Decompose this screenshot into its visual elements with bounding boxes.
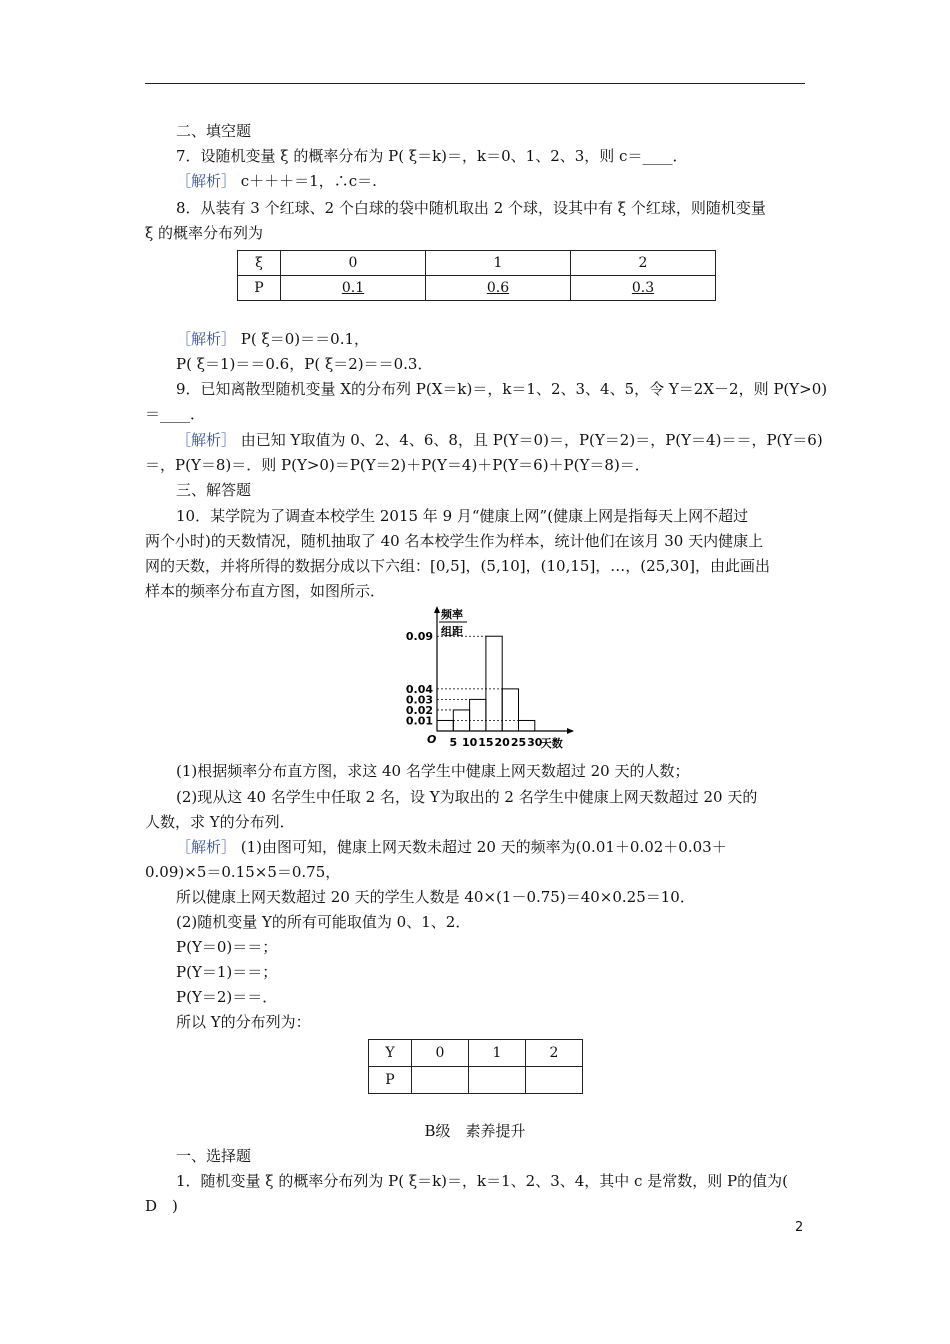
section-title: 一、选择题 <box>176 1147 252 1165</box>
histogram-bar <box>519 720 535 731</box>
page-number: 2 <box>795 1220 804 1235</box>
solution-tag: ［解析］ <box>176 330 237 348</box>
solution-tag: ［解析］ <box>176 838 237 856</box>
solution-9-line2: ＝，P(Y＝8)＝．则 P(Y>0)＝P(Y＝2)＋P(Y＝4)＋P(Y＝6)＋P(Y＝8)＝． <box>145 456 650 474</box>
solution-tag: ［解析］ <box>176 431 237 449</box>
distribution-table-y: Y 0 1 2 P <box>368 1039 583 1094</box>
solution-10-line6: P(Y＝1)＝＝； <box>176 963 278 981</box>
question-10-part2-line1: (2)现从这 40 名学生中任取 2 名，设 Y为取出的 2 名学生中健康上网天数超过 20 天的 <box>176 788 758 806</box>
solution-10-line3: 所以健康上网天数超过 20 天的学生人数是 40×(1－0.75)＝40×0.25＝10． <box>176 888 695 906</box>
section-title: 二、填空题 <box>176 122 252 140</box>
solution-10-line2: 0.09)×5＝0.15×5＝0.75， <box>145 863 341 881</box>
question-9-line1: 9．已知离散型随机变量 X的分布列 P(X＝k)＝，k＝1、2、3、4、5，令 Y＝2X－2，则 P(Y>0) <box>176 380 828 398</box>
x-tick-label: 5 <box>449 736 458 749</box>
question-b1-line1: 1．随机变量 ξ 的概率分布列为 P( ξ＝k)＝，k＝1、2、3、4，其中 c 是常数，则 P的值为( <box>176 1172 788 1190</box>
histogram-bar <box>470 699 486 731</box>
question-10-line3: 网的天数，并将所得的数据分成以下六组：[0,5]，(5,10]，(10,15]，…，(25,30]，由此画出 <box>145 557 770 575</box>
solution-7: ［解析］ c＋＋＋＝1，∴c＝. <box>176 172 377 190</box>
y-label-denominator: 组距 <box>441 625 463 638</box>
question-9-line2: ＝____． <box>145 405 206 423</box>
y-axis-arrow <box>434 606 440 613</box>
x-axis-arrow <box>567 728 574 734</box>
question-10-line4: 样本的频率分布直方图，如图所示． <box>145 582 386 600</box>
x-tick-label: 20 <box>494 736 510 749</box>
section-title: 三、解答题 <box>176 481 252 499</box>
x-tick-label: 30 <box>527 736 543 749</box>
solution-10-line8: 所以 Y的分布列为： <box>176 1013 311 1031</box>
question-b1-line2: D ) <box>145 1197 178 1215</box>
y-tick-label: 0.09 <box>405 630 433 644</box>
distribution-table-xi: ξ 0 1 2 P 0.1 0.6 0.3 <box>237 250 716 301</box>
solution-10-line5: P(Y＝0)＝＝； <box>176 938 278 956</box>
question-7: 7．设随机变量 ξ 的概率分布为 P( ξ＝k)＝，k＝0、1、2、3，则 c＝____． <box>176 147 688 165</box>
question-10-line2: 两个小时)的天数情况，随机抽取了 40 名本校学生作为样本，统计他们在该月 30 天内健康上 <box>145 532 764 550</box>
solution-9-line1: ［解析］ 由已知 Y取值为 0、2、4、6、8，且 P(Y＝0)＝，P(Y＝2)＝，P(Y＝4)＝＝，P(Y＝6) <box>176 431 823 449</box>
histogram-bar <box>502 689 518 731</box>
x-tick-label: 25 <box>510 736 527 749</box>
x-tick-label: 15 <box>478 736 494 749</box>
y-tick-label: 0.03 <box>405 693 433 707</box>
header-rule <box>145 83 805 84</box>
question-10-part1: (1)根据频率分布直方图，求这 40 名学生中健康上网天数超过 20 天的人数； <box>176 762 690 780</box>
question-8-line2: ξ 的概率分布列为 <box>145 224 264 242</box>
solution-10-line7: P(Y＝2)＝＝． <box>176 988 278 1006</box>
histogram-bar <box>486 636 502 731</box>
solution-8-line2: P( ξ＝1)＝＝0.6，P( ξ＝2)＝＝0.3． <box>176 355 433 373</box>
question-10-part2-line2: 人数，求 Y的分布列． <box>145 813 295 831</box>
question-8-line1: 8．从装有 3 个红球、2 个白球的袋中随机取出 2 个球，设其中有 ξ 个红球，则随机变量 <box>176 199 766 217</box>
y-tick-label: 0.01 <box>405 714 433 728</box>
y-tick-label: 0.02 <box>405 703 433 717</box>
solution-10-line4: (2)随机变量 Y的所有可能取值为 0、1、2． <box>176 913 471 931</box>
solution-10-line1: ［解析］ (1)由图可知，健康上网天数未超过 20 天的频率为(0.01＋0.02＋0.03＋ <box>176 838 727 856</box>
level-heading: B级 素养提升 <box>424 1122 526 1140</box>
y-tick-label: 0.04 <box>405 682 433 696</box>
y-label-numerator: 频率 <box>441 608 463 621</box>
solution-tag: ［解析］ <box>176 172 237 190</box>
solution-8-line1: ［解析］ P( ξ＝0)＝＝0.1， <box>176 330 370 348</box>
frequency-histogram <box>395 605 585 755</box>
histogram-bar <box>437 720 453 731</box>
x-label: 天数 <box>540 737 563 750</box>
origin-label: O <box>427 733 437 746</box>
x-tick-label: 10 <box>461 736 478 749</box>
question-10-line1: 10．某学院为了调查本校学生 2015 年 9 月“健康上网”(健康上网是指每天上网不超过 <box>176 507 749 525</box>
